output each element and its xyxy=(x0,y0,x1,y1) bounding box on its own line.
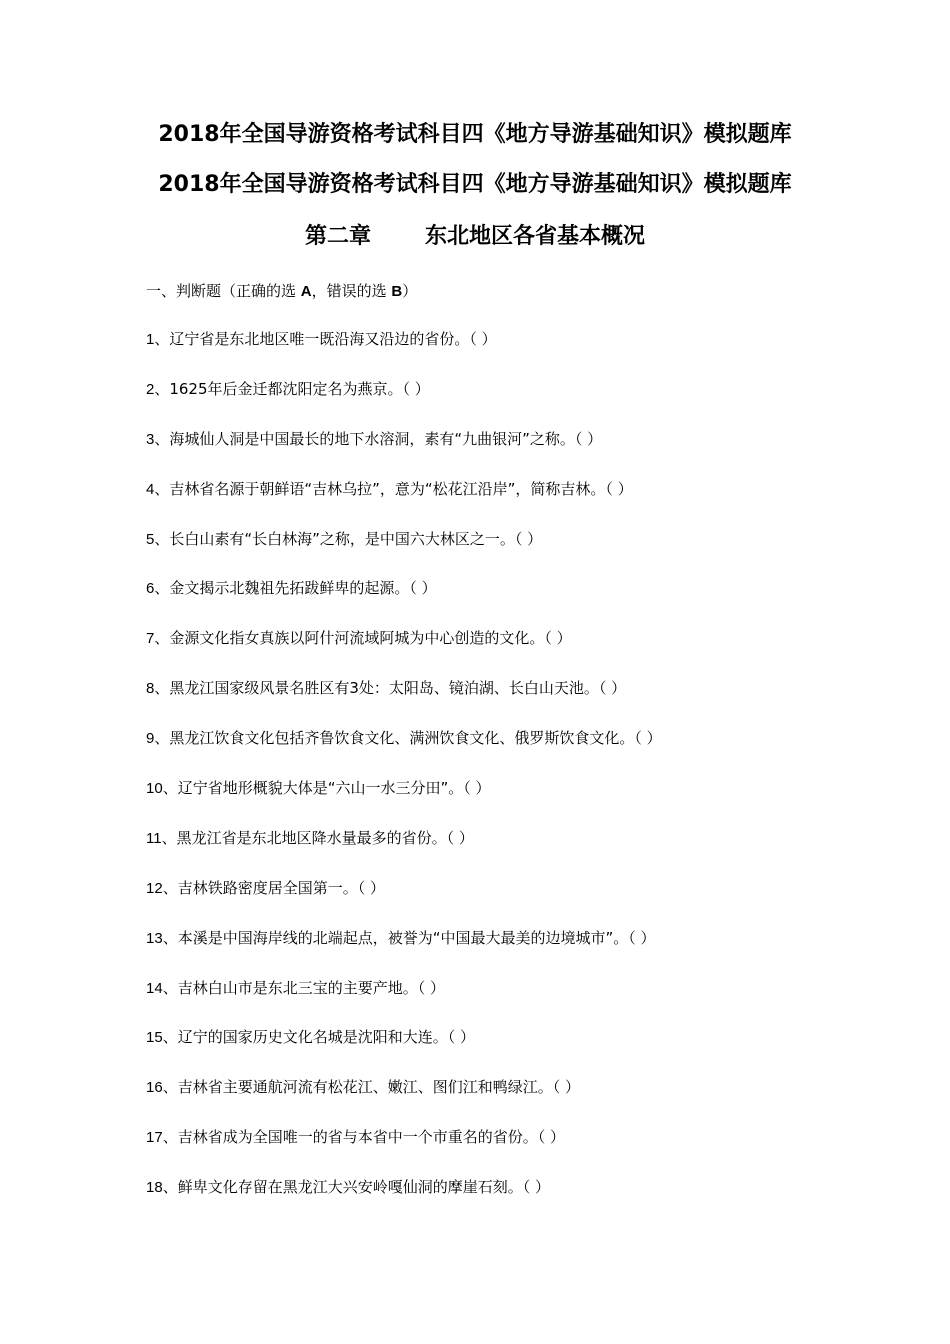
section-heading xyxy=(146,280,417,303)
question-number: 8 xyxy=(146,680,155,698)
question-item xyxy=(146,627,846,677)
question-item xyxy=(146,428,846,478)
question-item xyxy=(146,777,846,827)
question-text: 、本溪是中国海岸线的北端起点，被誉为“中国最大最美的边境城市”。（ ） xyxy=(162,928,656,947)
question-number: 10 xyxy=(146,780,163,798)
document-title-repeat: 2018年全国导游资格考试科目四《地方导游基础知识》模拟题库 xyxy=(158,172,792,197)
question-number: 4 xyxy=(146,480,155,498)
chapter-heading xyxy=(0,222,950,252)
section-end: ） xyxy=(402,282,418,300)
question-text: 、金文揭示北魏祖先拓跋鲜卑的起源。（ ） xyxy=(154,579,437,598)
question-number: 13 xyxy=(146,929,163,947)
question-number: 3 xyxy=(146,430,155,448)
question-item xyxy=(146,877,846,927)
document-title: 2018年全国导游资格考试科目四《地方导游基础知识》模拟题库 xyxy=(158,122,792,147)
question-number: 11 xyxy=(146,829,162,847)
question-item xyxy=(146,1026,846,1076)
question-text: 、吉林铁路密度居全国第一。（ ） xyxy=(162,878,385,897)
question-item xyxy=(146,328,846,378)
question-text: 、吉林省成为全国唯一的省与本省中一个市重名的省份。（ ） xyxy=(162,1128,565,1147)
option-a: A xyxy=(300,283,312,300)
question-item xyxy=(146,528,846,578)
question-item xyxy=(146,1126,846,1176)
question-text: 、吉林省名源于朝鲜语“吉林乌拉”，意为“松花江沿岸”，简称吉林。（ ） xyxy=(154,479,633,498)
question-number: 1 xyxy=(146,331,155,348)
question-number: 2 xyxy=(146,380,155,398)
question-text: 、长白山素有“长白林海”之称，是中国六大林区之一。（ ） xyxy=(154,529,543,548)
question-item xyxy=(146,1076,846,1126)
question-text: 、辽宁省地形概貌大体是“六山一水三分田”。（ ） xyxy=(162,779,491,798)
question-text: 、1625年后金迁都沈阳定名为燕京。（ ） xyxy=(154,379,430,398)
question-list xyxy=(146,328,846,1226)
question-text: 、辽宁省是东北地区唯一既沿海又沿边的省份。（ ） xyxy=(154,330,497,348)
section-mid: ，错误的选 xyxy=(311,282,392,300)
question-item xyxy=(146,478,846,528)
question-item xyxy=(146,1176,846,1226)
question-number: 9 xyxy=(146,730,155,748)
question-item xyxy=(146,677,846,727)
question-text: 、黑龙江国家级风景名胜区有3处：太阳岛、镜泊湖、长白山天池。（ ） xyxy=(154,679,627,698)
section-label: 一、判断题（正确的选 xyxy=(146,282,301,300)
question-text: 、黑龙江饮食文化包括齐鲁饮食文化、满洲饮食文化、俄罗斯饮食文化。（ ） xyxy=(154,729,662,748)
question-text: 、吉林省主要通航河流有松花江、嫩江、图们江和鸭绿江。（ ） xyxy=(162,1078,580,1097)
question-number: 14 xyxy=(146,979,163,997)
question-item xyxy=(146,577,846,627)
question-item xyxy=(146,927,846,977)
question-number: 16 xyxy=(146,1079,163,1097)
option-b: B xyxy=(391,283,403,300)
question-text: 、金源文化指女真族以阿什河流域阿城为中心创造的文化。（ ） xyxy=(154,629,572,648)
question-number: 6 xyxy=(146,580,155,598)
question-text: 、鲜卑文化存留在黑龙江大兴安岭嘎仙洞的摩崖石刻。（ ） xyxy=(162,1178,550,1197)
question-item xyxy=(146,727,846,777)
question-item xyxy=(146,827,846,877)
question-text: 、黑龙江省是东北地区降水量最多的省份。（ ） xyxy=(161,828,474,847)
question-number: 18 xyxy=(146,1179,163,1197)
question-number: 7 xyxy=(146,630,155,648)
question-text: 、海城仙人洞是中国最长的地下水溶洞，素有“九曲银河”之称。（ ） xyxy=(154,429,603,448)
chapter-title: 东北地区各省基本概况 xyxy=(425,224,646,249)
question-item xyxy=(146,977,846,1027)
question-text: 、辽宁的国家历史文化名城是沈阳和大连。（ ） xyxy=(162,1028,475,1047)
question-number: 12 xyxy=(146,879,163,897)
question-number: 17 xyxy=(146,1129,163,1147)
question-number: 5 xyxy=(146,530,155,548)
question-item xyxy=(146,378,846,428)
question-text: 、吉林白山市是东北三宝的主要产地。（ ） xyxy=(162,978,445,997)
question-number: 15 xyxy=(146,1029,163,1047)
chapter-number: 第二章 xyxy=(304,224,371,249)
